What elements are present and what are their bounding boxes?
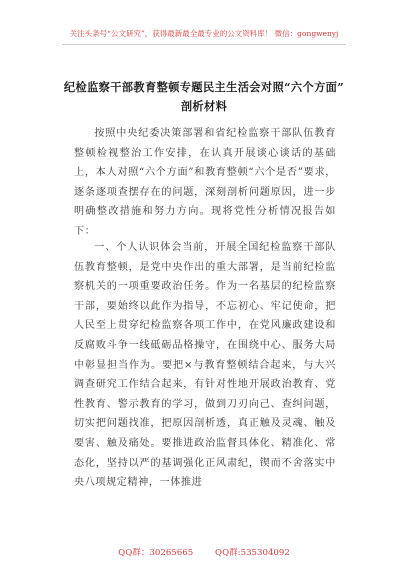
paragraph-intro: 按照中央纪委决策部署和省纪检监察干部队伍教育整顿检视整治工作安排，在认真开展谈心谈话的基础上，本人对照“六个方面”和教育整顿“六个是否”要求，逐条逐项查摆存在的问题，深刻剖析问题原因，进一步明确整改措施和努力方向。现将党性分析情况报告如下： <box>74 128 336 237</box>
footer-qq-groups: QQ群：30265665 QQ群:535304092 <box>118 548 290 558</box>
title-line-1: 纪检监察干部教育整顿专题民主生活会对照“六个方面” <box>63 80 345 94</box>
document-title <box>50 78 358 116</box>
title-line-2: 剖析材料 <box>180 99 228 113</box>
header-divider <box>62 44 346 45</box>
header-promo-text: 关注头条号“公文研究”，获得最新最全最专业的公文资料库！ 微信：gongwenyj <box>69 29 339 38</box>
paragraph-section-one: 一、个人认识体会当前，开展全国纪检监察干部队伍教育整顿，是党中央作出的重大部署，是当前纪检监察机关的一项重要政治任务。作为一名基层的纪检监察干部，要始终以此作为指导，不忘初心、牢记使命，把人民至上贯穿纪检监察各项工作中，在党风廉政建设和反腐败斗争一线砥砺品格操守，在围绕中心、服务大局中彰显担当作为。要把×与教育整顿结合起来，与大兴调查研究工作结合起来，有针对性地开展政治教育、党性教育、警示教育的学习，做到刀刃向己、查纠问题，切实把问题找准，把原因剖析透，真正触及灵魂、触及要害、触及痛处。要推进政治监督具体化、精准化、常态化，坚持以严的基调强化正风肃纪，锲而不舍落实中央八项规定精神，一体推进 <box>74 242 336 489</box>
